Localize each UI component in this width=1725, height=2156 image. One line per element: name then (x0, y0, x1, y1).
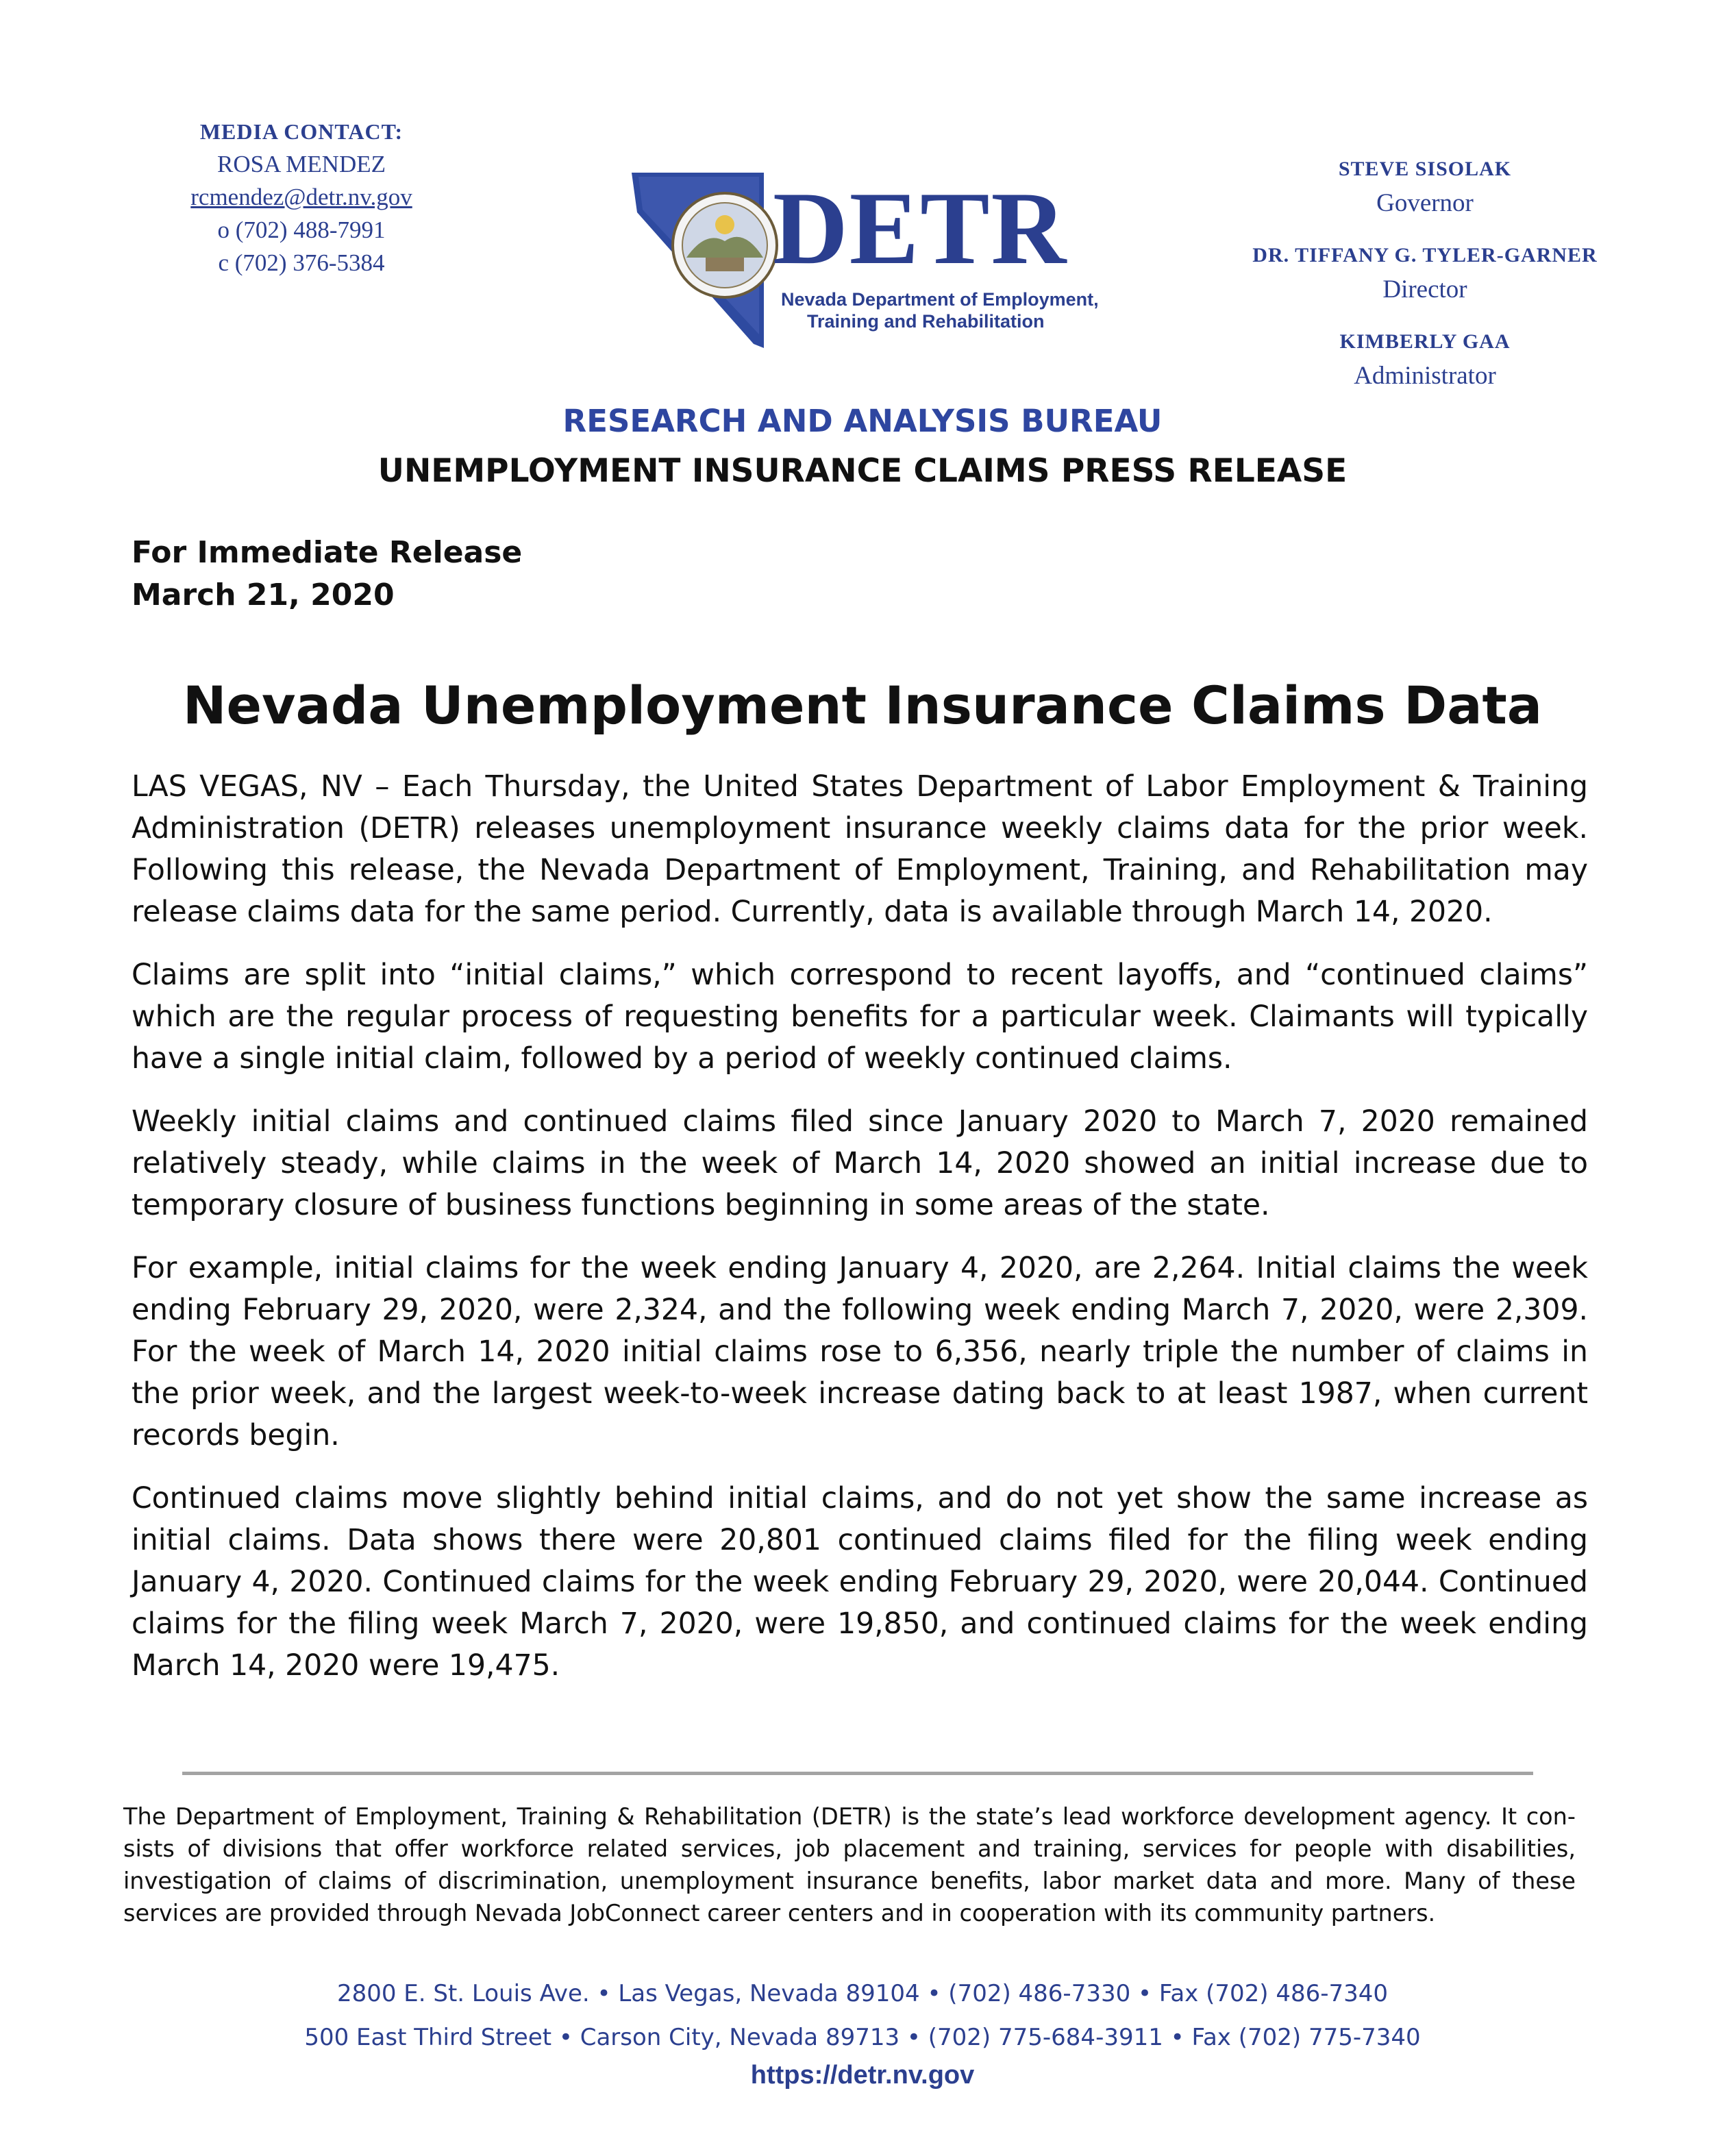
release-label: For Immediate Release (132, 535, 523, 570)
logo-line2: Training and Rehabilitation (807, 311, 1045, 332)
media-contact-email-link[interactable]: rcmendez@detr.nv.gov (190, 184, 412, 210)
media-contact-name: ROSA MENDEZ (217, 151, 386, 177)
website-link[interactable]: https://detr.nv.gov (750, 2061, 975, 2090)
bureau-heading: RESEARCH AND ANALYSIS BUREAU (562, 403, 1163, 439)
logo-wordmark: DETR (773, 171, 1068, 286)
paragraph: LAS VEGAS, NV – Each Thursday, the United States Department of Labor Employment & Training Administration (DETR) releases unemployment insurance weekly claims data for the prior week. Following this release, the Nevada Department of Employment, Training, and Rehabilitation may release claims data for the same period. Currently, data is available through March 14, 2020. (132, 770, 1588, 929)
release-date: March 21, 2020 (132, 578, 395, 612)
logo-line1: Nevada Department of Employment, (781, 289, 1099, 310)
footer-address-las-vegas: 2800 E. St. Louis Ave. • Las Vegas, Nevada 89104 • (702) 486-7330 • Fax (702) 486-7340 (336, 1980, 1389, 2007)
press-release-title: UNEMPLOYMENT INSURANCE CLAIMS PRESS RELEASE (377, 452, 1348, 490)
official-governor-role: Governor (1376, 189, 1474, 217)
divider (182, 1772, 1533, 1775)
paragraph: Claims are split into “initial claims,” which correspond to recent layoffs, and “continued claims” which are the regular process of requesting benefits for a particular week. Claimants will typically have a single initial claim, followed by a period of weekly continued claims. (132, 958, 1588, 1076)
officials-list (1226, 152, 1624, 393)
media-contact (123, 115, 480, 280)
official-administrator-name: KIMBERLY GAA (1339, 330, 1511, 353)
page-title: Nevada Unemployment Insurance Claims Data (182, 675, 1543, 736)
release-info (132, 532, 522, 617)
media-contact-cell-phone: c (702) 376-5384 (218, 249, 385, 276)
official-governor-name: STEVE SISOLAK (1338, 158, 1512, 180)
official-administrator-role: Administrator (1354, 362, 1496, 390)
footer-address-carson-city: 500 East Third Street • Carson City, Nevada 89713 • (702) 775-684-3911 • Fax (702) 775-7340 (304, 2024, 1421, 2051)
paragraph: For example, initial claims for the week ending January 4, 2020, are 2,264. Initial claims the week ending February 29, 2020, were 2,324, and the following week ending March 7, 2020, were 2,309. For the week of March 14, 2020 initial claims rose to 6,356, nearly triple the number of claims in the prior week, and the largest week-to-week increase dating back to at least 1987, when current records begin. (132, 1252, 1588, 1452)
media-contact-title: MEDIA CONTACT: (199, 119, 404, 144)
official-director-name: DR. TIFFANY G. TYLER-GARNER (1252, 244, 1598, 267)
paragraph: Weekly initial claims and continued claims filed since January 2020 to March 7, 2020 remained relatively steady, while claims in the week of March 14, 2020 showed an initial increase due to temporary closure of business functions beginning in some areas of the state. (132, 1105, 1588, 1222)
paragraph: Continued claims move slightly behind initial claims, and do not yet show the same increase as initial claims. Data shows there were 20,801 continued claims filed for the filing week ending January 4, 2020. Continued claims for the week ending February 29, 2020, were 20,044. Continued claims for the filing week March 7, 2020, were 19,850, and continued claims for the week ending March 14, 2020 were 19,475. (132, 1482, 1588, 1683)
body-text (132, 766, 1588, 1708)
media-contact-office-phone: o (702) 488-7991 (217, 216, 386, 243)
about-detr: The Department of Employment, Training & Rehabilitation (DETR) is the state’s lead workforce development agency. It consists of divisions that offer workforce related services, job placement and training, services for people with disabilities, investigation of claims of discrimination, unemployment insurance benefits, labor market data and more. Many of these services are provided through Nevada JobConnect career centers and in cooperation with its community partners. (123, 1803, 1576, 1926)
detr-logo (623, 164, 1099, 349)
official-director-role: Director (1382, 275, 1467, 303)
